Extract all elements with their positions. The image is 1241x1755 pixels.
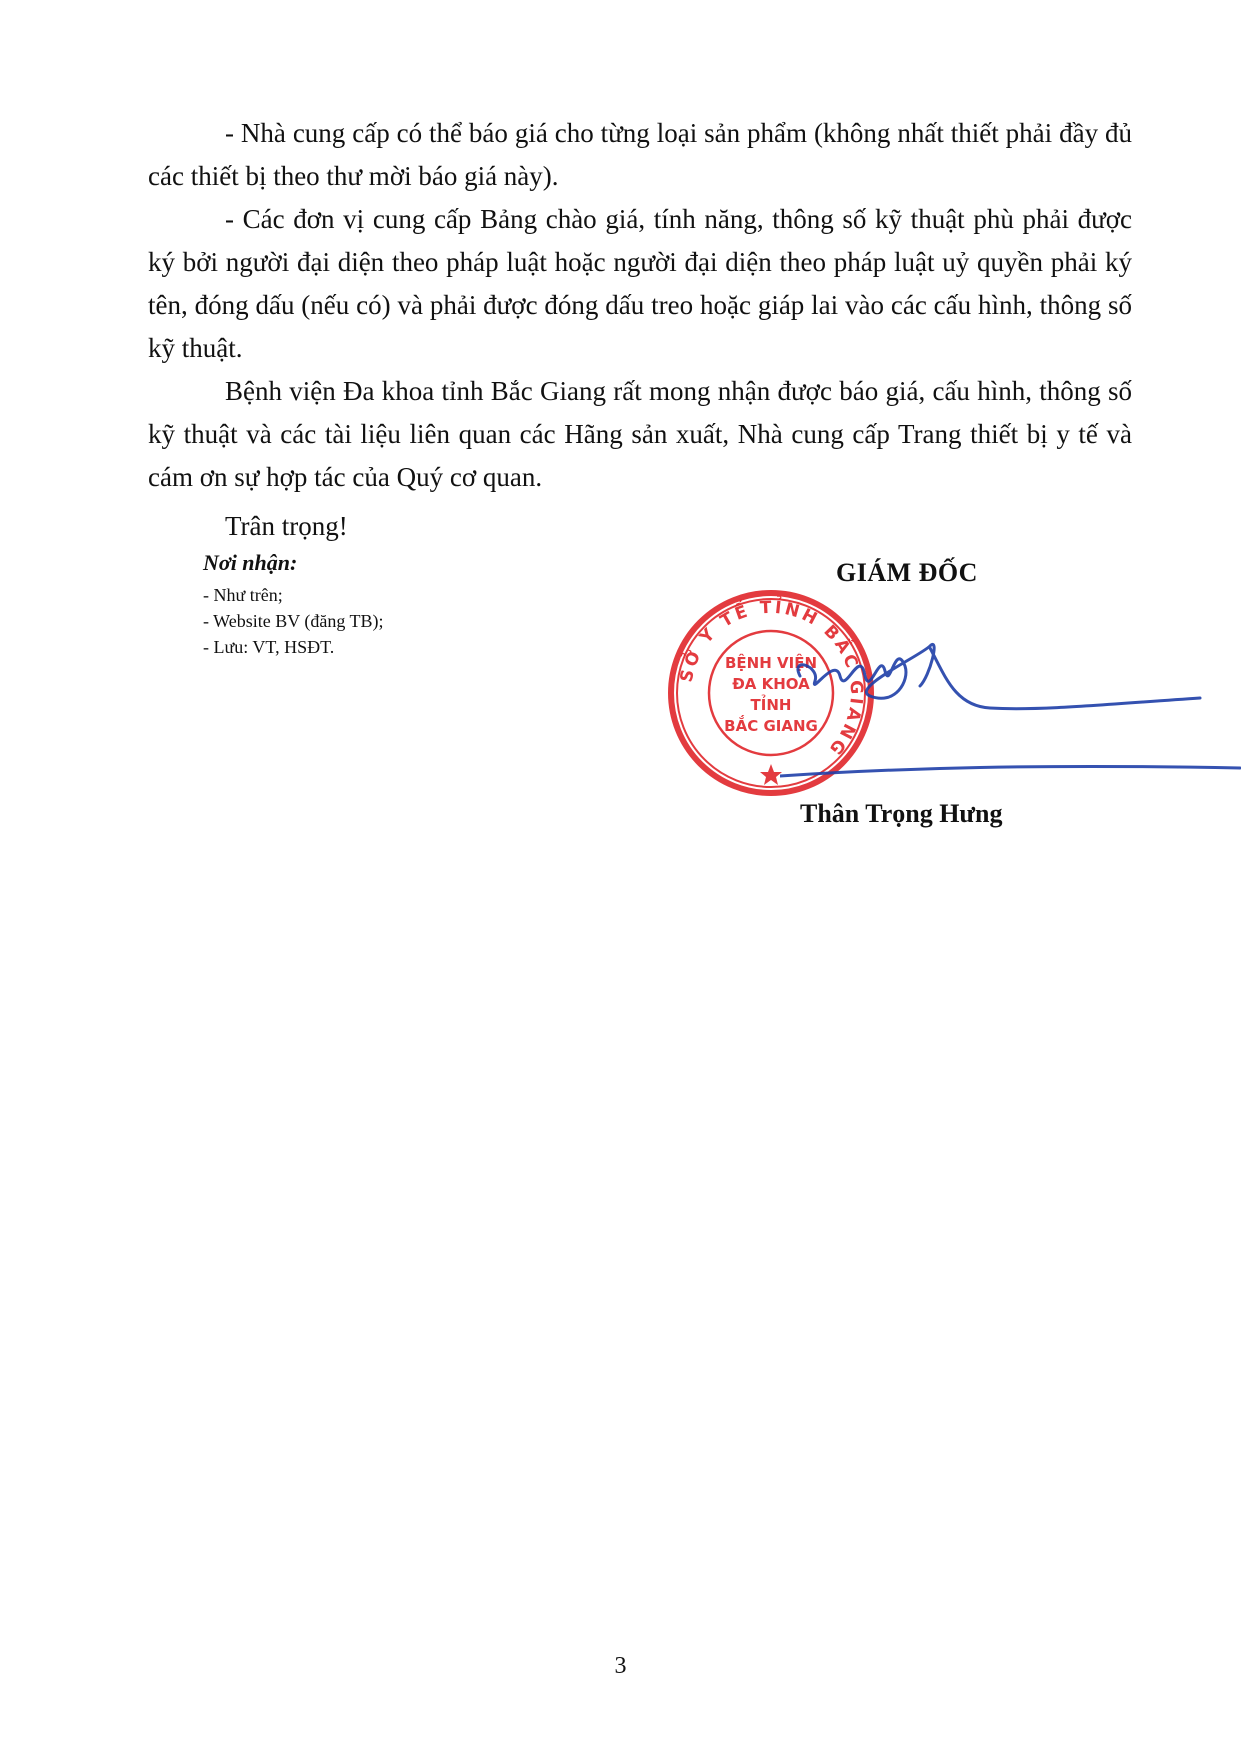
letter-body <box>148 112 1132 499</box>
seal-center-line: ĐA KHOA <box>732 675 810 693</box>
seal-ring-text: SỞ Y TẾ TỈNH BẮC GIANG <box>676 597 867 761</box>
closing-salutation: Trân trọng! <box>225 511 348 541</box>
page-number: 3 <box>614 1653 627 1679</box>
seal-center-line: TỈNH <box>750 696 792 714</box>
paragraph-request-thanks: Bệnh viện Đa khoa tỉnh Bắc Giang rất mong nhận được báo giá, cấu hình, thông số kỹ thuật và các tài liệu liên quan các Hãng sản xuất, Nhà cung cấp Trang thiết bị y tế và cám ơn sự hợp tác của Quý cơ quan. <box>148 376 1132 492</box>
recipient-item: - Như trên; <box>203 585 283 605</box>
recipients-block <box>203 548 384 660</box>
seal-center-line: BẮC GIANG <box>724 717 818 735</box>
signatory-title: GIÁM ĐỐC <box>836 558 978 587</box>
recipients-heading: Nơi nhận: <box>203 550 298 575</box>
paragraph-quote-per-product: - Nhà cung cấp có thể báo giá cho từng loại sản phẩm (không nhất thiết phải đầy đủ các thiết bị theo thư mời báo giá này). <box>148 118 1132 191</box>
paragraph-signing-requirements: - Các đơn vị cung cấp Bảng chào giá, tính năng, thông số kỹ thuật phù phải được ký bởi người đại diện theo pháp luật hoặc người đại diện theo pháp luật uỷ quyền phải ký tên, đóng dấu (nếu có) và phải được đóng dấu treo hoặc giáp lai vào các cấu hình, thông số kỹ thuật. <box>148 204 1132 363</box>
recipient-item: - Website BV (đăng TB); <box>203 611 384 631</box>
signatory-name: Thân Trọng Hưng <box>800 799 1003 828</box>
recipients-list <box>203 582 384 660</box>
handwritten-signature <box>780 636 1241 796</box>
recipient-item: - Lưu: VT, HSĐT. <box>203 637 335 657</box>
seal-star-icon <box>760 764 782 785</box>
seal-center-line: BỆNH VIỆN <box>725 654 817 672</box>
